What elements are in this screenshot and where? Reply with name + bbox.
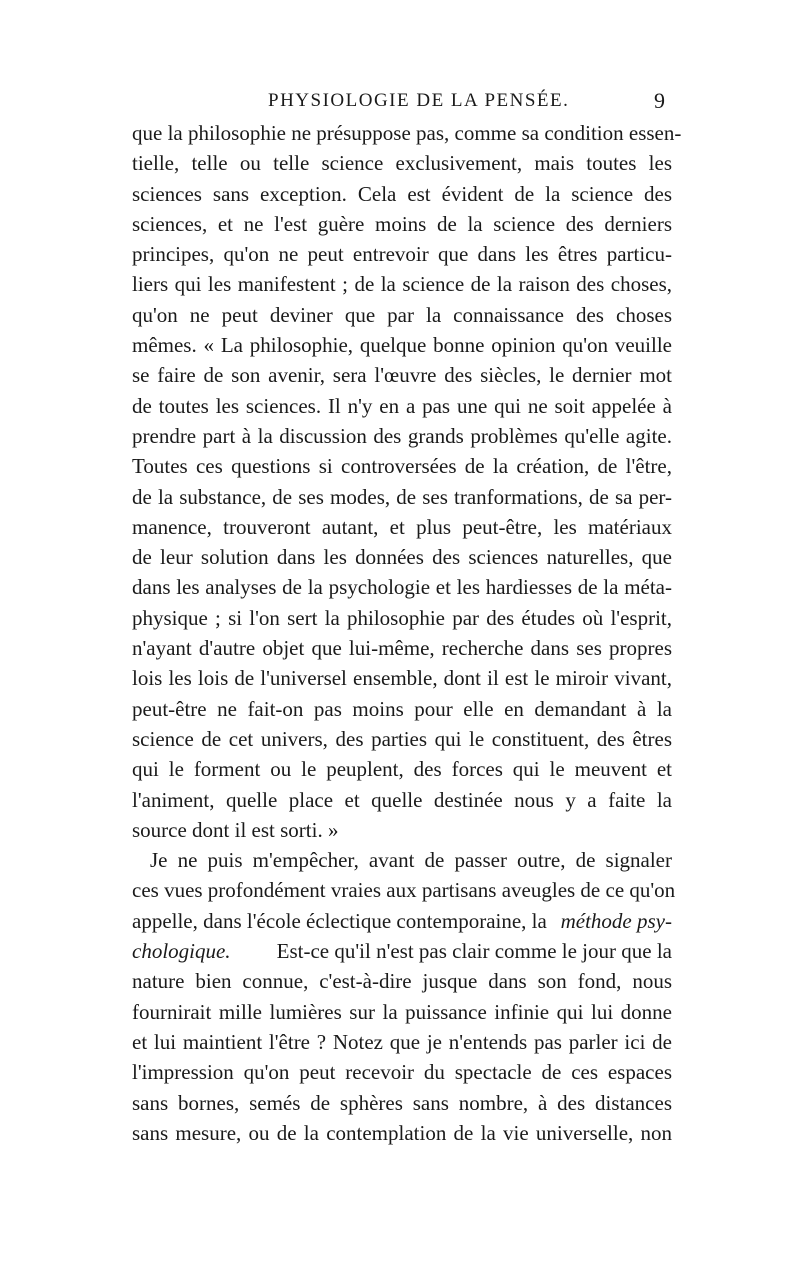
page-number: 9 [654, 88, 665, 113]
text-line [132, 906, 672, 936]
text-segment: appelle, dans l'école éclectique contemporaine, la [132, 908, 547, 933]
text-line: de la substance, de ses modes, de ses tranformations, de sa per- [132, 484, 672, 509]
body-text [132, 118, 682, 1148]
text-line: l'animent, quelle place et quelle destinée nous y a faite la [132, 787, 672, 812]
text-line: et lui maintient l'être ? Notez que je n'entends pas parler ici de [132, 1029, 672, 1054]
italic-term: méthode psy- [560, 908, 672, 933]
text-line: Toutes ces questions si controversées de la création, de l'être, [132, 454, 672, 479]
text-line: ces vues profondément vraies aux partisans aveugles de ce qu'on [132, 878, 676, 903]
text-line: qui le forment ou le peuplent, des forces qui le meuvent et [132, 757, 672, 782]
text-line: dans les analyses de la psychologie et les hardiesses de la méta- [132, 575, 672, 600]
text-line: sciences, et ne l'est guère moins de la science des derniers [132, 211, 672, 236]
text-line: prendre part à la discussion des grands problèmes qu'elle agite. [132, 423, 672, 448]
text-line: de leur solution dans les données des sciences naturelles, que [132, 545, 672, 570]
text-line: physique ; si l'on sert la philosophie par des études où l'esprit, [132, 605, 672, 630]
text-line: science de cet univers, des parties qui le constituent, des êtres [132, 726, 672, 751]
text-line: peut-être ne fait-on pas moins pour elle en demandant à la [132, 696, 672, 721]
text-line: sciences sans exception. Cela est évident de la science des [132, 181, 672, 206]
text-line: manence, trouveront autant, et plus peut-être, les matériaux [132, 514, 672, 539]
running-title: PHYSIOLOGIE DE LA PENSÉE. [268, 90, 570, 111]
text-line: fournirait mille lumières sur la puissance infinie qui lui donne [132, 999, 672, 1024]
text-line: principes, qu'on ne peut entrevoir que dans les êtres particu- [132, 242, 672, 267]
running-head [0, 90, 800, 120]
text-line: source dont il est sorti. » [132, 817, 339, 842]
text-line [132, 936, 672, 966]
text-line: liers qui les manifestent ; de la science de la raison des choses, [132, 272, 672, 297]
text-line: n'ayant d'autre objet que lui-même, recherche dans ses propres [132, 636, 672, 661]
text-line: qu'on ne peut deviner que par la connaissance des choses [132, 302, 672, 327]
text-segment: Est-ce qu'il n'est pas clair comme le jour que la [276, 939, 672, 964]
text-line: se faire de son avenir, sera l'œuvre des siècles, le dernier mot [132, 363, 672, 388]
text-line: l'impression qu'on peut recevoir du spectacle de ces espaces [132, 1060, 672, 1085]
text-line: lois les lois de l'universel ensemble, dont il est le miroir vivant, [132, 666, 672, 691]
text-line: tielle, telle ou telle science exclusivement, mais toutes les [132, 151, 672, 176]
text-line: mêmes. « La philosophie, quelque bonne opinion qu'on veuille [132, 333, 672, 358]
text-line: sans bornes, semés de sphères sans nombre, à des distances [132, 1090, 672, 1115]
text-line: sans mesure, ou de la contemplation de la vie universelle, non [132, 1120, 672, 1145]
text-line: Je ne puis m'empêcher, avant de passer outre, de signaler [150, 848, 672, 873]
text-line: nature bien connue, c'est-à-dire jusque dans son fond, nous [132, 969, 672, 994]
text-line: que la philosophie ne présuppose pas, comme sa condition essen- [132, 121, 682, 145]
italic-term: chologique. [132, 939, 231, 964]
text-line: de toutes les sciences. Il n'y en a pas une qui ne soit appelée à [132, 393, 672, 418]
